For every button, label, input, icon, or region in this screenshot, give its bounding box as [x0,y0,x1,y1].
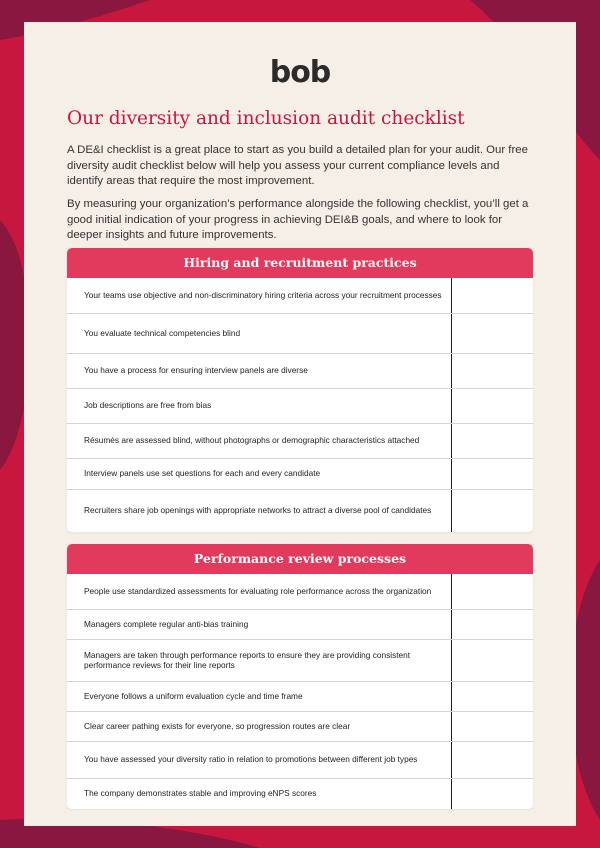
section-heading: Hiring and recruitment practices [67,248,533,278]
checklist-page [24,22,576,826]
check-cell[interactable] [451,490,533,532]
check-cell[interactable] [451,574,533,609]
checklist-item: You have assessed your diversity ratio in relation to promotions between different job types [84,754,418,765]
checklist-item: People use standardized assessments for evaluating role performance across the organization [84,585,432,596]
hiring-checklist-table [67,248,533,532]
checklist-item: Recruiters share job openings with appropriate networks to attract a diverse pool of candidates [84,505,432,516]
check-cell[interactable] [451,314,533,353]
check-cell[interactable] [451,610,533,639]
bob-logo: bob [269,55,331,90]
checklist-item: Job descriptions are free from bias [84,400,212,411]
intro-paragraph-2: By measuring your organization’s performance alongside the following checklist, you’ll get a good initial indication of your progress in achieving DEI&B goals, and where to look for deeper insights and future improvements. [67,198,529,241]
check-cell[interactable] [451,459,533,489]
checklist-item: Interview panels use set questions for each and every candidate [84,468,321,479]
check-cell[interactable] [451,712,533,741]
checklist-row [67,640,533,682]
checklist-row [67,490,533,532]
checklist-item: Everyone follows a uniform evaluation cycle and time frame [84,690,303,701]
intro-paragraph-1: A DE&I checklist is a great place to start as you build a detailed plan for your audit. Our free diversity audit checklist below will help you assess your current compliance levels and identify areas that require the most improvement. [67,144,528,187]
page-title: Our diversity and inclusion audit checklist [67,108,465,129]
performance-checklist-table [67,544,533,809]
checklist-row [67,712,533,742]
checklist-item: Your teams use objective and non-discriminatory hiring criteria across your recruitment processes [84,289,442,300]
checklist-item: You evaluate technical competencies blind [84,327,241,338]
checklist-row [67,682,533,712]
check-cell[interactable] [451,278,533,313]
checklist-item: Clear career pathing exists for everyone, so progression routes are clear [84,720,351,731]
checklist-item: The company demonstrates stable and improving eNPS scores [84,788,317,799]
checklist-row [67,424,533,459]
check-cell[interactable] [451,640,533,681]
checklist-row [67,354,533,389]
checklist-row [67,459,533,490]
check-cell[interactable] [451,424,533,458]
checklist-row [67,610,533,640]
check-cell[interactable] [451,682,533,711]
checklist-item: Managers complete regular anti-bias training [84,618,249,629]
checklist-row [67,742,533,779]
checklist-row [67,779,533,809]
section-heading: Performance review processes [67,544,533,574]
checklist-item: Managers are taken through performance reports to ensure they are providing consistent performance reviews for their line reports [84,649,411,670]
checklist-item: You have a process for ensuring interview panels are diverse [84,365,308,376]
check-cell[interactable] [451,779,533,809]
checklist-row [67,278,533,314]
checklist-item: Résumés are assessed blind, without photographs or demographic characteristics attached [84,435,420,446]
check-cell[interactable] [451,389,533,423]
check-cell[interactable] [451,742,533,778]
checklist-row [67,574,533,610]
check-cell[interactable] [451,354,533,388]
checklist-row [67,389,533,424]
checklist-row [67,314,533,354]
